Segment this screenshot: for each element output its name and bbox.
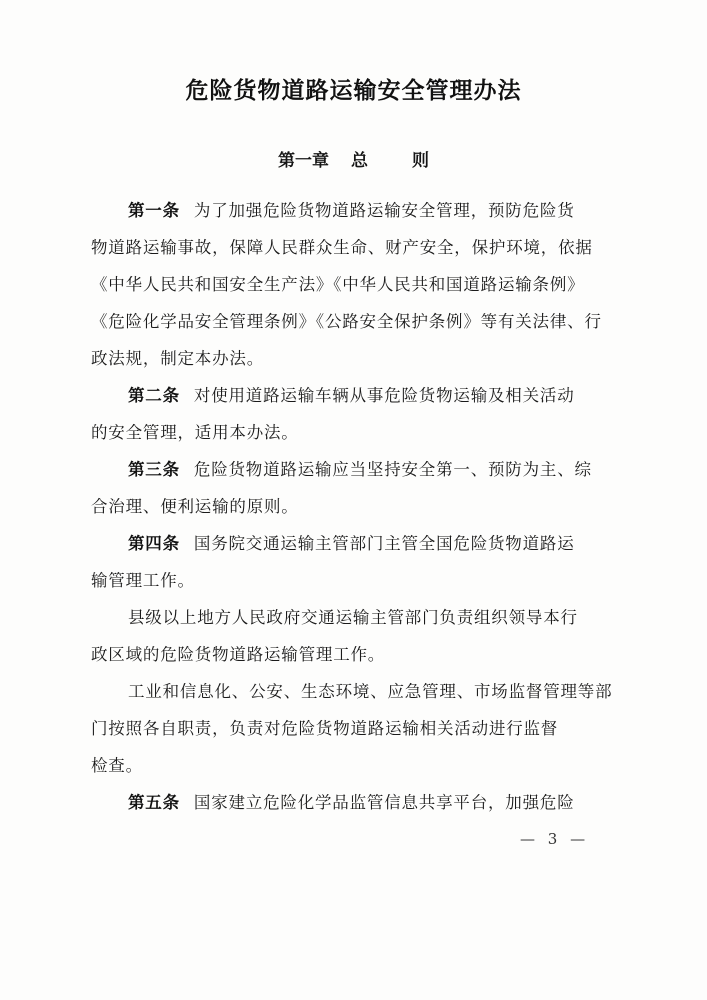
article-1-line-5: 政法规，制定本办法。 [91, 349, 264, 368]
article-1-line-1 [128, 197, 575, 221]
article-2-number: 第二条 [128, 386, 180, 405]
article-5-line-1 [128, 789, 575, 813]
article-4-para-1-line-1: 县级以上地方人民政府交通运输主管部门负责组织领导本行 [128, 608, 578, 627]
article-3-line-1 [128, 456, 592, 480]
article-1-line-3: 《中华人民共和国安全生产法》《中华人民共和国道路运输条例》 [91, 275, 585, 294]
chapter-name-part1: 总 [351, 151, 368, 171]
article-4-para-2-line-3: 检查。 [91, 756, 143, 775]
article-4-number: 第四条 [128, 534, 180, 553]
article-3-text-1: 危险货物道路运输应当坚持安全第一、预防为主、综 [193, 460, 592, 479]
article-2-line-2: 的安全管理，适用本办法。 [91, 423, 299, 442]
article-4-para-2-line-2: 门按照各自职责，负责对危险货物道路运输相关活动进行监督 [91, 719, 559, 738]
document-title: 危险货物道路运输安全管理办法 [185, 78, 522, 104]
article-4-para-2-line-1: 工业和信息化、公安、生态环境、应急管理、市场监督管理等部 [128, 682, 613, 701]
article-1-line-2: 物道路运输事故，保障人民群众生命、财产安全，保护环境，依据 [91, 238, 593, 257]
article-4-line-1 [128, 530, 575, 554]
article-3-line-2: 合治理、便利运输的原则。 [91, 497, 299, 516]
chapter-name-part2: 则 [412, 151, 429, 171]
article-4-para-1-line-2: 政区域的危险货物道路运输管理工作。 [91, 645, 386, 664]
article-3-number: 第三条 [128, 460, 180, 479]
article-4-line-2: 输管理工作。 [91, 571, 195, 590]
article-2-text-1: 对使用道路运输车辆从事危险货物运输及相关活动 [193, 386, 575, 405]
article-1-number: 第一条 [128, 201, 180, 220]
page-number: — 3 — [520, 830, 590, 848]
article-2-line-1 [128, 382, 575, 406]
article-5-number: 第五条 [128, 793, 180, 812]
article-1-line-4: 《危险化学品安全管理条例》《公路安全保护条例》等有关法律、行 [91, 312, 602, 331]
chapter-label: 第一章 [278, 151, 329, 171]
article-1-text-1: 为了加强危险货物道路运输安全管理，预防危险货 [193, 201, 575, 220]
article-5-text-1: 国家建立危险化学品监管信息共享平台，加强危险 [193, 793, 575, 812]
article-4-text-1: 国务院交通运输主管部门主管全国危险货物道路运 [193, 534, 575, 553]
chapter-heading [0, 146, 707, 171]
